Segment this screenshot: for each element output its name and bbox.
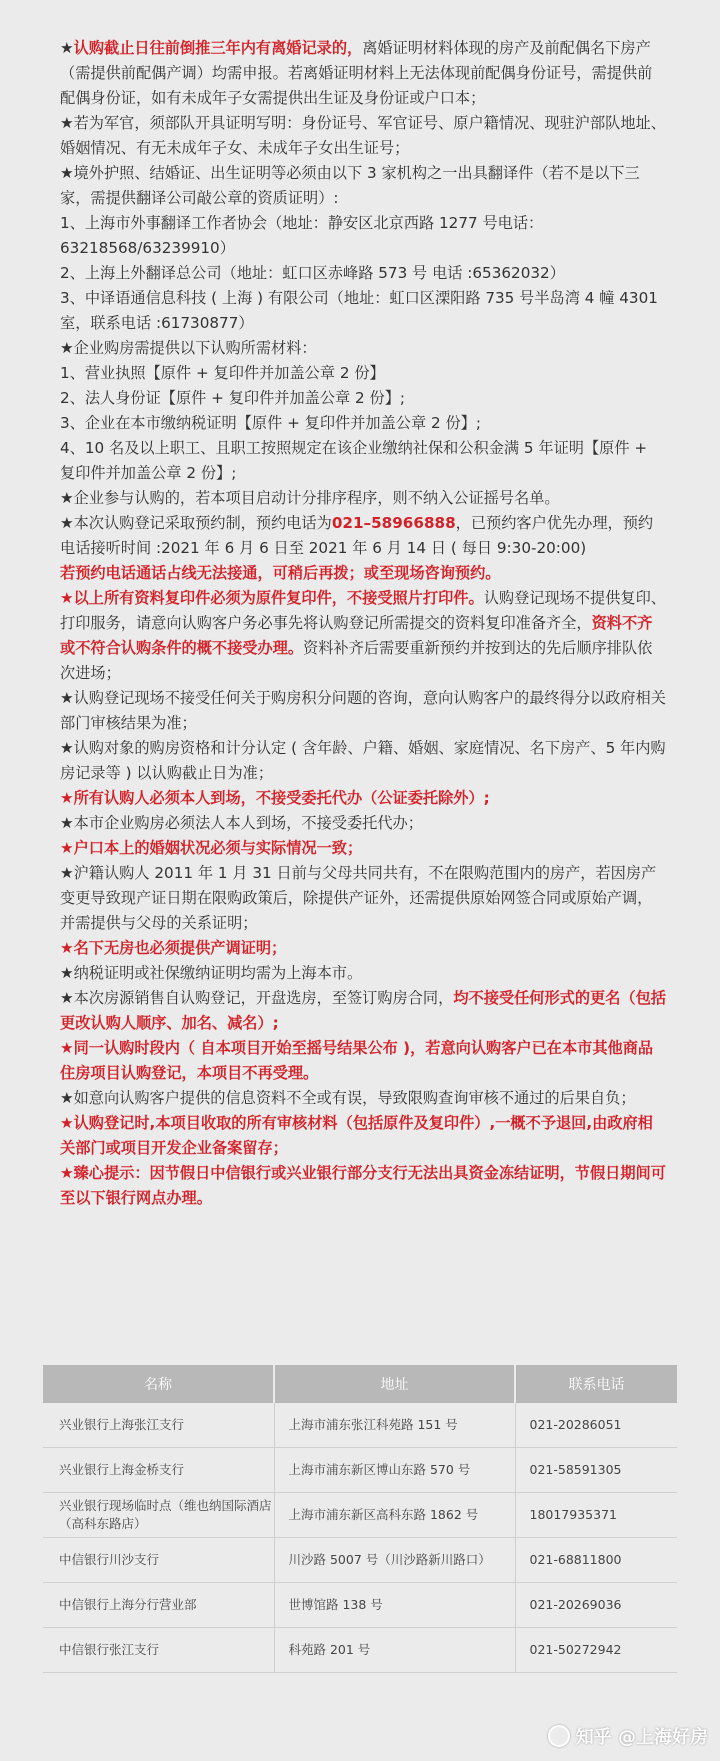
body-text: ，已预约客户优先办理，预约电话接听时间 :2021 年 6 月 6 日至 2021 年 6 月 14 日 ( 每日 9:30-20:00)	[60, 514, 654, 557]
cell-phone: 021-50272942	[515, 1628, 677, 1673]
body-text: ★本市企业购房必须法人本人到场，不接受委托代办；	[60, 814, 423, 832]
paragraph	[60, 286, 666, 336]
cell-phone: 021-58591305	[515, 1448, 677, 1493]
body-text: 1、营业执照【原件 + 复印件并加盖公章 2 份】	[60, 364, 385, 382]
body-text: 1、上海市外事翻译工作者协会（地址：静安区北京西路 1277 号电话：63218568/63239910）	[60, 214, 544, 257]
highlight-text: ★同一认购时段内（ 自本项目开始至摇号结果公布 )，若意向认购客户已在本市其他商品住房项目认购登记，本项目不再受理。	[60, 1039, 654, 1082]
cell-address: 科苑路 201 号	[274, 1628, 515, 1673]
watermark-text: 知乎 @上海好房	[575, 1727, 708, 1748]
highlight-text: 021–58966888	[331, 514, 456, 532]
paragraph	[60, 936, 666, 961]
table-row	[43, 1628, 677, 1673]
paragraph	[60, 36, 666, 111]
cell-name: 兴业银行现场临时点（维也纳国际酒店（高科东路店）	[43, 1493, 274, 1538]
highlight-text: ★所有认购人必须本人到场，不接受委托代办（公证委托除外）;	[60, 789, 490, 807]
paragraph	[60, 861, 666, 936]
paragraph	[60, 961, 666, 986]
cell-phone: 021-20269036	[515, 1583, 677, 1628]
table-header-row	[43, 1365, 677, 1403]
body-text: 离婚证明材料体现的房产及前配偶名下房产（需提供前配偶产调）均需申报。若离婚证明材料上无法体现前配偶身份证号，需提供前配偶身份证，如有未成年子女需提供出生证及身份证或户口本；	[60, 39, 653, 107]
highlight-text: 资料不齐或不符合认购条件的概不接受办理。	[60, 614, 653, 657]
highlight-text: ★户口本上的婚姻状况必须与实际情况一致；	[60, 839, 363, 857]
paragraph	[60, 386, 666, 411]
paragraph	[60, 586, 666, 686]
paragraph	[60, 261, 666, 286]
cell-name: 兴业银行上海金桥支行	[43, 1448, 274, 1493]
paragraph	[60, 686, 666, 736]
cell-name: 中信银行上海分行营业部	[43, 1583, 274, 1628]
body-text: ★企业参与认购的，若本项目启动计分排序程序，则不纳入公证摇号名单。	[60, 489, 560, 507]
cell-name: 兴业银行上海张江支行	[43, 1403, 274, 1448]
document-body	[60, 36, 666, 1211]
cell-phone: 18017935371	[515, 1493, 677, 1538]
paragraph	[60, 361, 666, 386]
highlight-text: ★以上所有资料复印件必须为原件复印件，不接受照片打印件。	[60, 589, 484, 607]
table-row	[43, 1583, 677, 1628]
body-text: 认购登记现场不提供复印、打印服务，请意向认购客户务必事先将认购登记所需提交的资料复印准备齐全，	[60, 589, 666, 632]
body-text: ★认购登记现场不接受任何关于购房积分问题的咨询，意向认购客户的最终得分以政府相关部门审核结果为准；	[60, 689, 666, 732]
paragraph	[60, 1161, 666, 1211]
header-address: 地址	[274, 1365, 515, 1403]
body-text: 2、上海上外翻译总公司（地址：虹口区赤峰路 573 号 电话 :65362032）	[60, 264, 565, 282]
body-text: ★本次房源销售自认购登记，开盘选房，至签订购房合同，	[60, 989, 454, 1007]
watermark	[548, 1723, 708, 1749]
table-row	[43, 1403, 677, 1448]
cell-address: 上海市浦东张江科苑路 151 号	[274, 1403, 515, 1448]
highlight-text: 若预约电话通话占线无法接通，可稍后再拨；或至现场咨询预约。	[60, 564, 501, 582]
paragraph	[60, 836, 666, 861]
paragraph	[60, 336, 666, 361]
body-text: ★若为军官，须部队开具证明写明：身份证号、军官证号、原户籍情况、现驻沪部队地址、婚姻情况、有无未成年子女、未成年子女出生证号；	[60, 114, 666, 157]
paragraph	[60, 986, 666, 1036]
highlight-text: ★认购登记时,本项目收取的所有审核材料（包括原件及复印件）,一概不予退回,由政府相关部门或项目开发企业备案留存；	[60, 1114, 653, 1157]
cell-address: 上海市浦东新区博山东路 570 号	[274, 1448, 515, 1493]
paragraph	[60, 1036, 666, 1086]
body-text: ★认购对象的购房资格和计分认定 ( 含年龄、户籍、婚姻、家庭情况、名下房产、5 年内购房记录等 ) 以认购截止日为准；	[60, 739, 666, 782]
body-text: ★沪籍认购人 2011 年 1 月 31 日前与父母共同共有，不在限购范围内的房产，若因房产变更导致现产证日期在限购政策后，除提供产证外，还需提供原始网签合同或原始产调，并需提供与父母的关系证明；	[60, 864, 657, 932]
body-text: 3、企业在本市缴纳税证明【原件 + 复印件并加盖公章 2 份】;	[60, 414, 481, 432]
paragraph	[60, 786, 666, 811]
paragraph	[60, 161, 666, 211]
body-text: 2、法人身份证【原件 + 复印件并加盖公章 2 份】;	[60, 389, 406, 407]
paragraph	[60, 1111, 666, 1161]
zhihu-logo-icon	[548, 1725, 570, 1747]
highlight-text: 认购截止日往前倒推三年内有离婚记录的，	[73, 39, 363, 57]
body-text: ★企业购房需提供以下认购所需材料：	[60, 339, 317, 357]
highlight-text: ★名下无房也必须提供产调证明；	[60, 939, 287, 957]
cell-phone: 021-20286051	[515, 1403, 677, 1448]
body-text: ★纳税证明或社保缴纳证明均需为上海本市。	[60, 964, 363, 982]
paragraph	[60, 486, 666, 511]
paragraph	[60, 811, 666, 836]
header-phone: 联系电话	[515, 1365, 677, 1403]
body-text: 4、10 名及以上职工、且职工按照规定在该企业缴纳社保和公积金满 5 年证明【原件 + 复印件并加盖公章 2 份】;	[60, 439, 648, 482]
cell-address: 上海市浦东新区高科东路 1862 号	[274, 1493, 515, 1538]
body-text: ★本次认购登记采取预约制，预约电话为	[60, 514, 332, 532]
table-row	[43, 1448, 677, 1493]
table-row	[43, 1538, 677, 1583]
highlight-text: 均不接受任何形式的更名（包括更改认购人顺序、加名、减名）;	[60, 989, 666, 1032]
bank-table	[43, 1365, 677, 1673]
paragraph	[60, 211, 666, 261]
paragraph	[60, 561, 666, 586]
paragraph	[60, 511, 666, 561]
paragraph	[60, 111, 666, 161]
paragraph	[60, 1086, 666, 1111]
cell-phone: 021-68811800	[515, 1538, 677, 1583]
highlight-text: ★臻心提示：因节假日中信银行或兴业银行部分支行无法出具资金冻结证明，节假日期间可至以下银行网点办理。	[60, 1164, 666, 1207]
paragraph	[60, 736, 666, 786]
body-text: 资料补齐后需要重新预约并按到达的先后顺序排队依次进场；	[60, 639, 653, 682]
table-row	[43, 1493, 677, 1538]
body-text: ★如意向认购客户提供的信息资料不全或有误，导致限购查询审核不通过的后果自负；	[60, 1089, 636, 1107]
paragraph	[60, 436, 666, 486]
body-text: ★境外护照、结婚证、出生证明等必须由以下 3 家机构之一出具翻译件（若不是以下三家，需提供翻译公司敲公章的资质证明）:	[60, 164, 640, 207]
cell-name: 中信银行张江支行	[43, 1628, 274, 1673]
cell-address: 川沙路 5007 号（川沙路新川路口）	[274, 1538, 515, 1583]
cell-name: 中信银行川沙支行	[43, 1538, 274, 1583]
body-text: 3、中译语通信息科技 ( 上海 ) 有限公司（地址：虹口区溧阳路 735 号半岛湾 4 幢 4301 室，联系电话 :61730877）	[60, 289, 658, 332]
cell-address: 世博馆路 138 号	[274, 1583, 515, 1628]
body-text: ★	[60, 39, 74, 57]
header-name: 名称	[43, 1365, 274, 1403]
paragraph	[60, 411, 666, 436]
